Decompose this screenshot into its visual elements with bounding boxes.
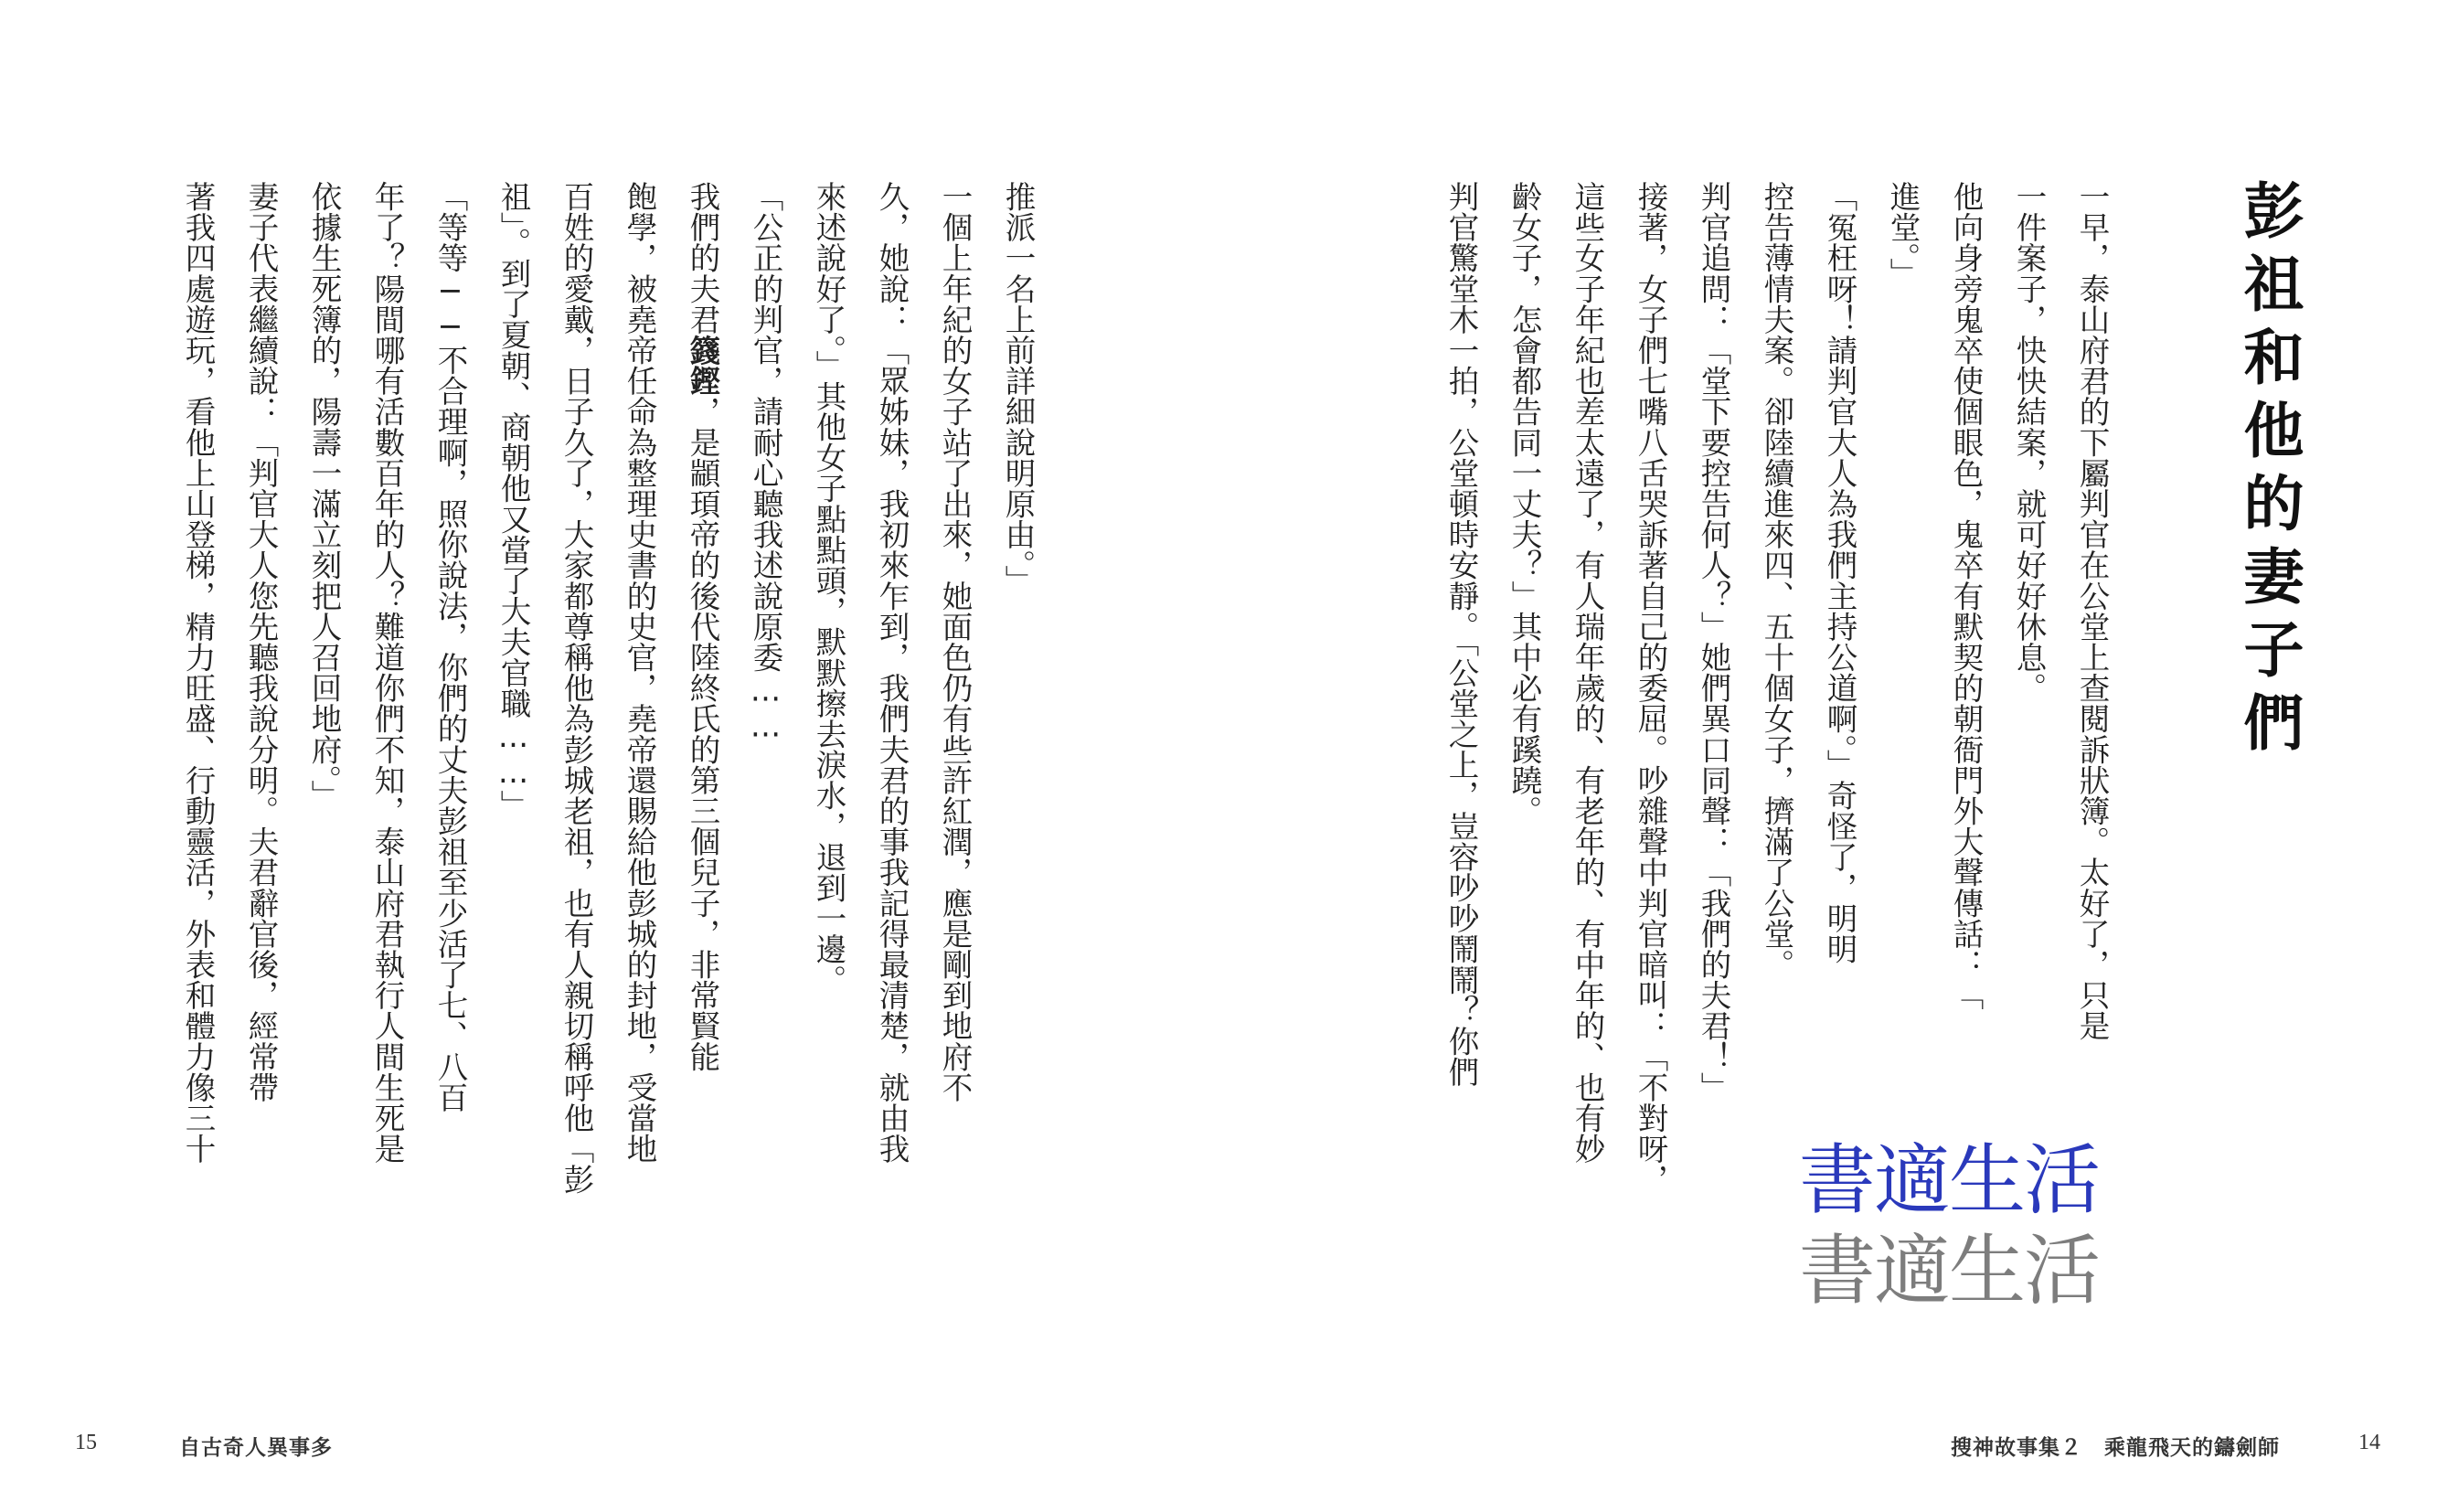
text-column: 「冤枉呀！請判官大人為我們主持公道啊。」奇怪了，明明: [1822, 181, 1857, 964]
text-column: 祖」。到了夏朝、商朝他又當了大夫官職……」: [495, 181, 531, 821]
watermark-blue: 書適生活: [1799, 1135, 2100, 1225]
name-emphasis: 籛鏗: [685, 335, 720, 397]
text-column: [684, 181, 720, 1071]
text-column: 控告薄情夫案。卻陸續進來四、五十個女子，擠滿了公堂。: [1759, 181, 1794, 980]
text-column: 「等等──不合理啊，照你說法，你們的丈夫彭祖至少活了七、八百: [432, 181, 468, 1113]
text-column: 來述說好了。」其他女子點點頭，默默擦去淚水，退到一邊。: [811, 181, 846, 996]
text-column: 一件案子，快快結案，就可好好休息。: [2011, 181, 2047, 704]
text-column: 一早，泰山府君的下屬判官在公堂上查閱訴狀簿。太好了，只是: [2074, 181, 2110, 1041]
text-column: 他向身旁鬼卒使個眼色，鬼卒有默契的朝衙門外大聲傳話：「: [1948, 181, 1984, 1011]
text-column: 著我四處遊玩，看他上山登梯，精力旺盛、行動靈活，外表和體力像三十: [180, 181, 216, 1165]
text-column: 妻子代表繼續說：「判官大人您先聽我說分明。夫君辭官後，經常帶: [243, 181, 279, 1102]
page-number: 15: [75, 1431, 97, 1454]
text-column: 「公正的判官，請耐心聽我述說原委……: [748, 181, 783, 744]
running-footer: 搜神故事集２ 乘龍飛天的鑄劍師: [1951, 1436, 2280, 1460]
text-column: 一個上年紀的女子站了出來，她面色仍有些許紅潤，應是剛到地府不: [937, 181, 973, 1102]
text-column: 推派一名上前詳細說明原由。」: [1000, 181, 1036, 596]
page-number: 14: [2358, 1431, 2380, 1454]
running-footer: 自古奇人異事多: [179, 1436, 333, 1460]
text-column: 接著，女子們七嘴八舌哭訴著自己的委屈。吵雜聲中判官暗叫：「不對呀，: [1633, 181, 1668, 1195]
text-column: 這些女子年紀也差太遠了，有人瑞年歲的、有老年的、有中年的、也有妙: [1570, 181, 1605, 1165]
text-column: 久，她說：「眾姊妹，我初來乍到，我們夫君的事我記得最清楚，就由我: [874, 181, 910, 1165]
chapter-title: 彭祖和他的妻子們: [2233, 179, 2304, 764]
text-column: 百姓的愛戴，日子久了，大家都尊稱他為彭城老祖，也有人親切稱呼他「彭: [559, 181, 594, 1195]
text-column: 進堂。」: [1885, 181, 1921, 289]
text-column: 齡女子，怎會都告同一丈夫？」其中必有蹊蹺。: [1506, 181, 1542, 826]
text-column: 判官追問：「堂下要控告何人？」她們異口同聲：「我們的夫君！」: [1696, 181, 1731, 1102]
text-column: 依據生死簿的，陽壽一滿立刻把人召回地府。」: [306, 181, 342, 811]
text-segment: 我們的夫君: [685, 181, 720, 335]
text-segment: ，是顓頊帝的後代陸終氏的第三個兒子，非常賢能: [685, 396, 720, 1072]
text-column: 年了？陽間哪有活數百年的人？難道你們不知，泰山府君執行人間生死是: [369, 181, 405, 1165]
text-column: 飽學，被堯帝任命為整理史書的史官，堯帝還賜給他彭城的封地，受當地: [622, 181, 657, 1165]
text-column: 判官驚堂木一拍，公堂頓時安靜。「公堂之上，豈容吵吵鬧鬧？你們: [1443, 181, 1479, 1088]
watermark-gray: 書適生活: [1799, 1226, 2100, 1315]
